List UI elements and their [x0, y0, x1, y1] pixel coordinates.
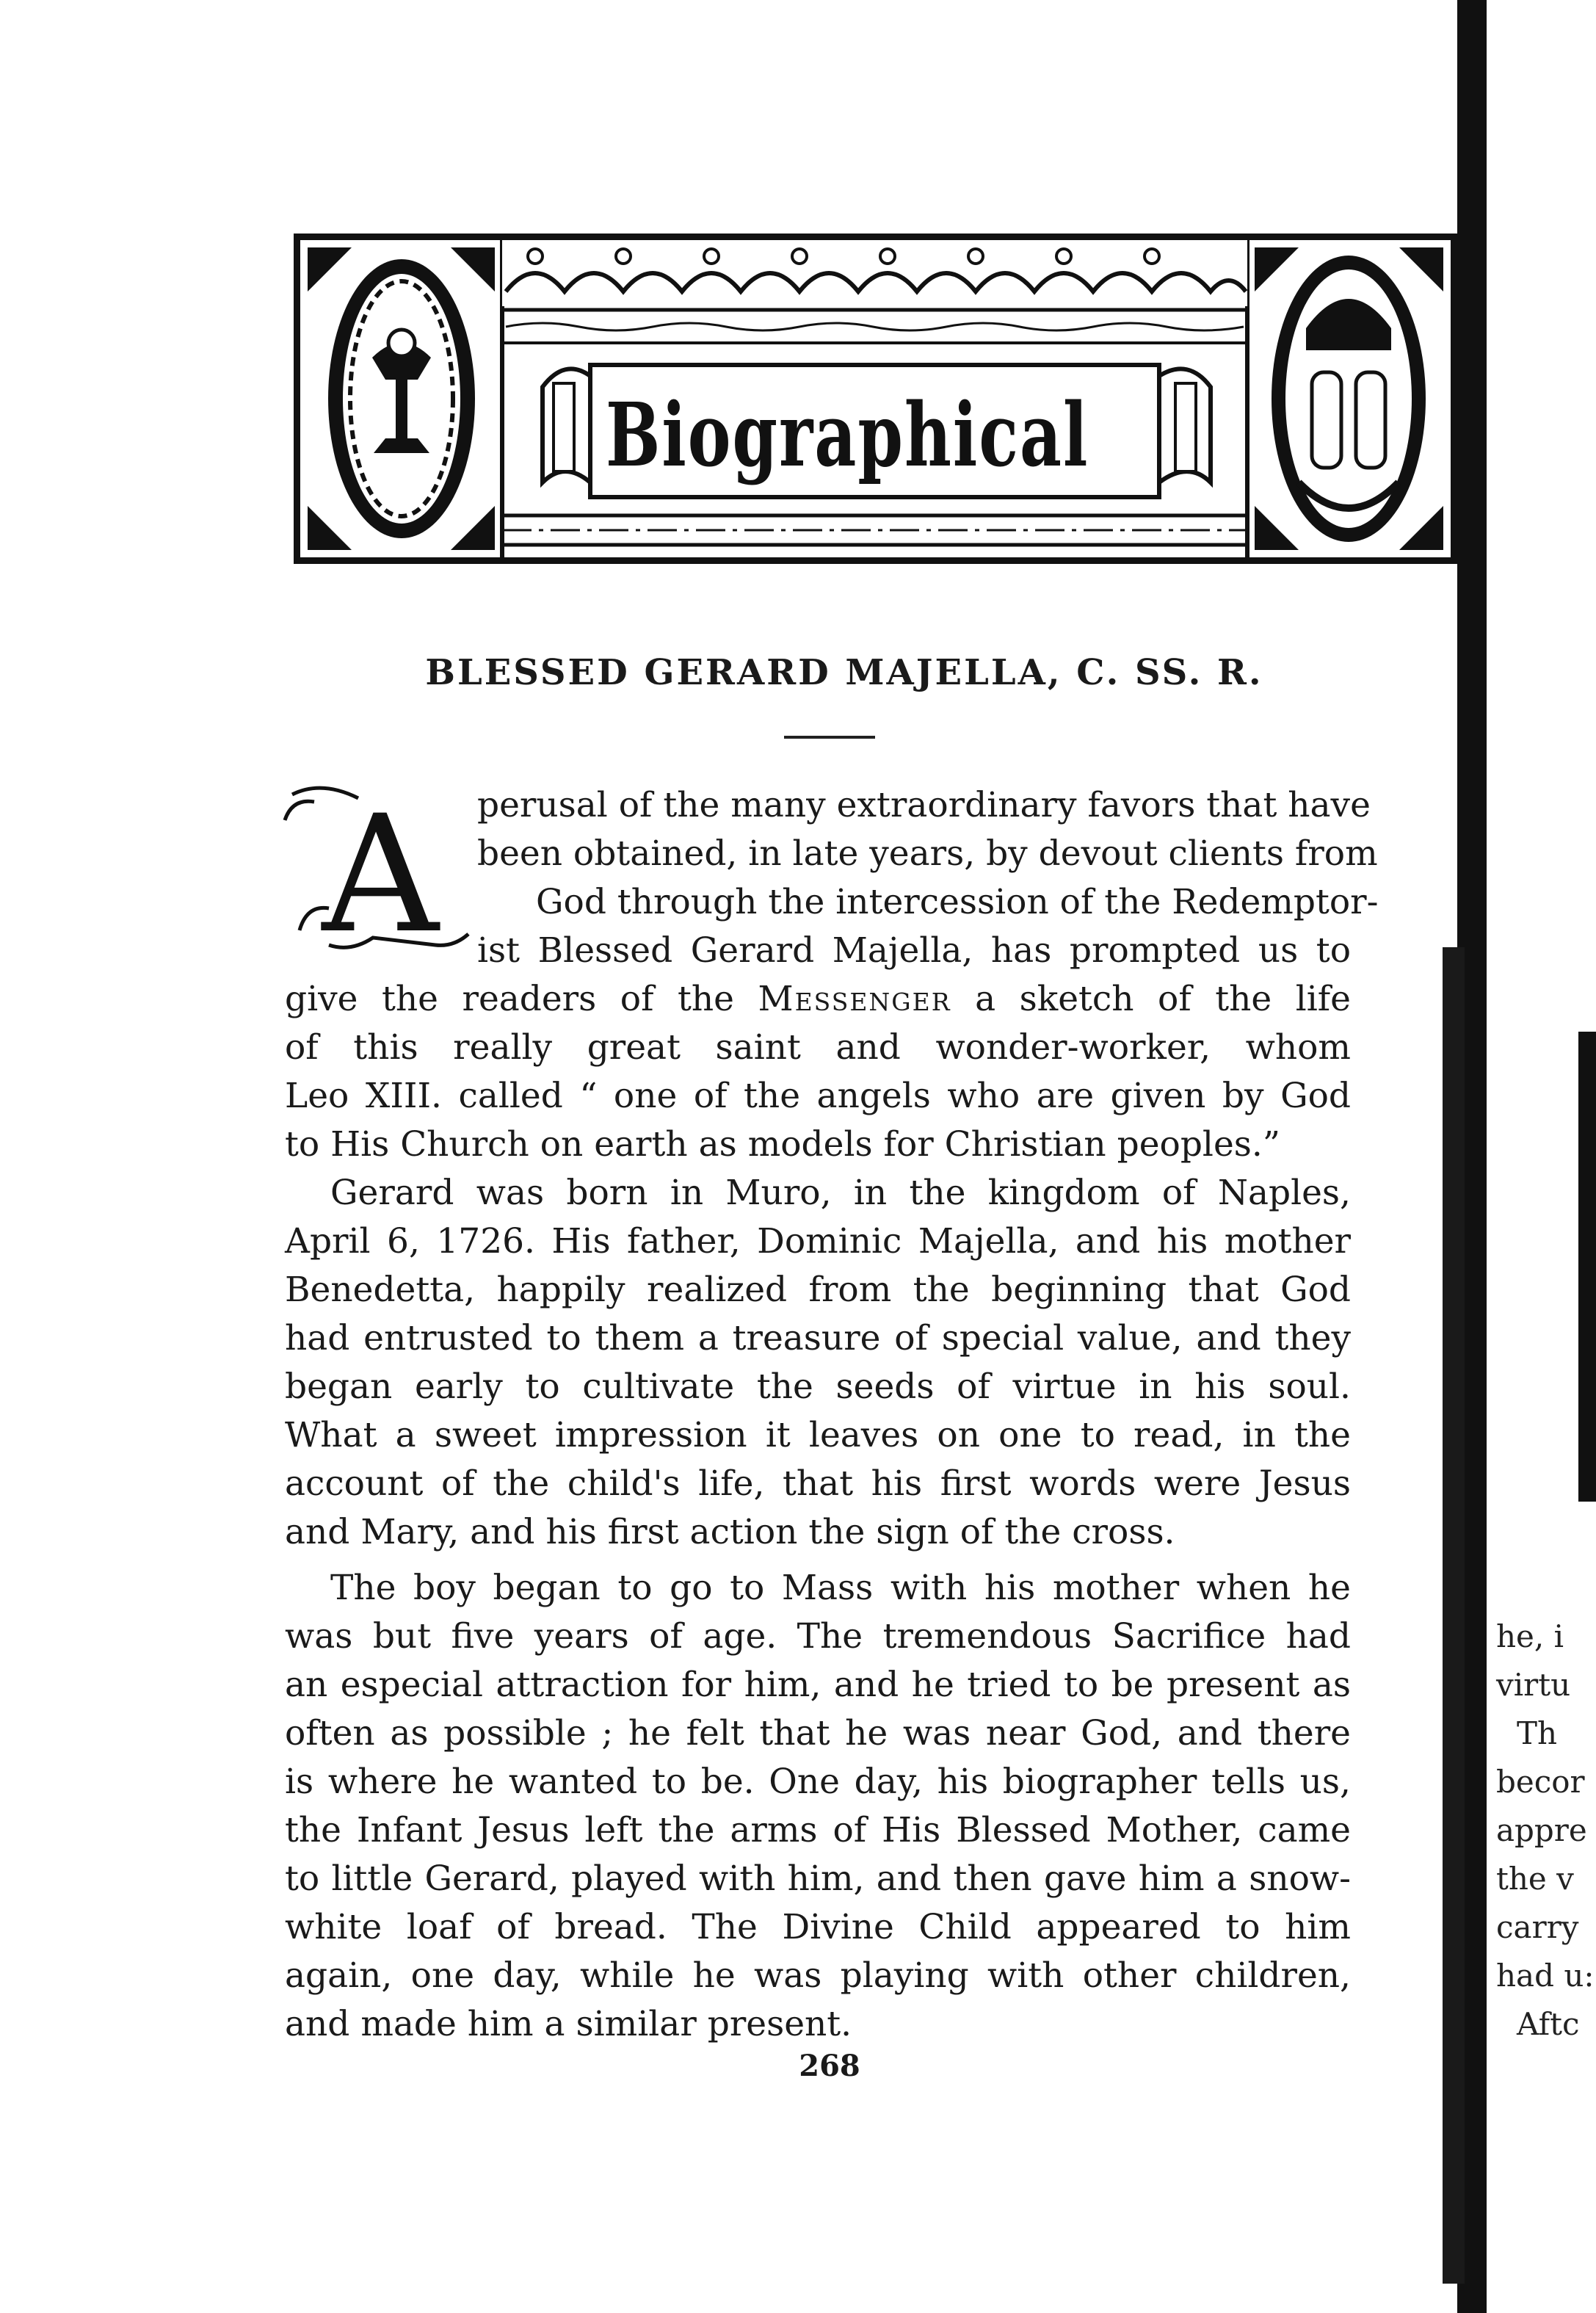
body-line: Benedetta, happily realized from the beginning that God — [285, 1270, 1351, 1310]
body-line: What a sweet impression it leaves on one to read, in the — [285, 1415, 1351, 1455]
page-edge-shadow — [1578, 1032, 1596, 1502]
body-line: give the readers of the Messenger a sketch of the life — [285, 979, 1351, 1019]
body-line: April 6, 1726. His father, Dominic Majella, and his mother — [285, 1221, 1351, 1262]
adjacent-line: Th — [1517, 1715, 1558, 1751]
adjacent-line: he, i — [1496, 1618, 1564, 1654]
binding-shadow — [1443, 947, 1465, 2284]
body-line: was but five years of age. The tremendous Sacrifice had — [285, 1616, 1351, 1657]
body-line: began early to cultivate the seeds of virtue in his soul. — [285, 1367, 1351, 1407]
adjacent-line: becor — [1496, 1764, 1585, 1800]
article-title: BLESSED GERARD MAJELLA, C. SS. R. — [425, 652, 1263, 693]
adjacent-line: virtu — [1496, 1667, 1571, 1703]
body-line: Leo XIII. called “ one of the angels who are given by God — [285, 1076, 1351, 1116]
title-divider — [784, 736, 875, 739]
page-number: 268 — [799, 2049, 860, 2083]
body-line: the Infant Jesus left the arms of His Blessed Mother, came — [285, 1810, 1351, 1850]
body-line: God through the intercession of the Redemptor- — [536, 882, 1379, 922]
adjacent-line: had u: — [1496, 1958, 1595, 1994]
adjacent-line: appre — [1496, 1812, 1587, 1848]
body-line: and made him a similar present. — [285, 2004, 852, 2044]
magazine-name: Messenger — [758, 979, 951, 1019]
body-line: to His Church on earth as models for Christian peoples.” — [285, 1124, 1280, 1165]
body-line: often as possible ; he felt that he was near God, and there — [285, 1713, 1351, 1753]
dropcap-ornament — [278, 780, 476, 956]
dropcap-letter: A — [322, 781, 439, 956]
body-line: to little Gerard, played with him, and then gave him a snow- — [285, 1858, 1351, 1899]
body-line: of this really great saint and wonder-worker, whom — [285, 1027, 1351, 1068]
adjacent-line: Aftc — [1517, 2006, 1580, 2042]
body-line: had entrusted to them a treasure of special value, and they — [285, 1318, 1351, 1358]
body-line: Gerard was born in Muro, in the kingdom of Naples, — [330, 1173, 1351, 1213]
body-line: is where he wanted to be. One day, his biographer tells us, — [285, 1762, 1351, 1802]
body-line: white loaf of bread. The Divine Child appeared to him — [285, 1907, 1351, 1947]
adjacent-line: the v — [1496, 1861, 1574, 1897]
body-line: ist Blessed Gerard Majella, has prompted us to — [477, 930, 1351, 971]
adjacent-line: carry — [1496, 1909, 1579, 1945]
banner-title: Biographical — [606, 383, 1089, 487]
body-line: The boy began to go to Mass with his mother when he — [330, 1568, 1351, 1608]
body-line: account of the child's life, that his first words were Jesus — [285, 1463, 1351, 1504]
body-line: and Mary, and his first action the sign of the cross. — [285, 1512, 1175, 1552]
body-line: perusal of the many extraordinary favors that have — [477, 785, 1371, 825]
body-line: an especial attraction for him, and he tried to be present as — [285, 1665, 1351, 1705]
body-line: again, one day, while he was playing with other children, — [285, 1955, 1351, 1996]
body-line: been obtained, in late years, by devout clients from — [477, 833, 1378, 874]
